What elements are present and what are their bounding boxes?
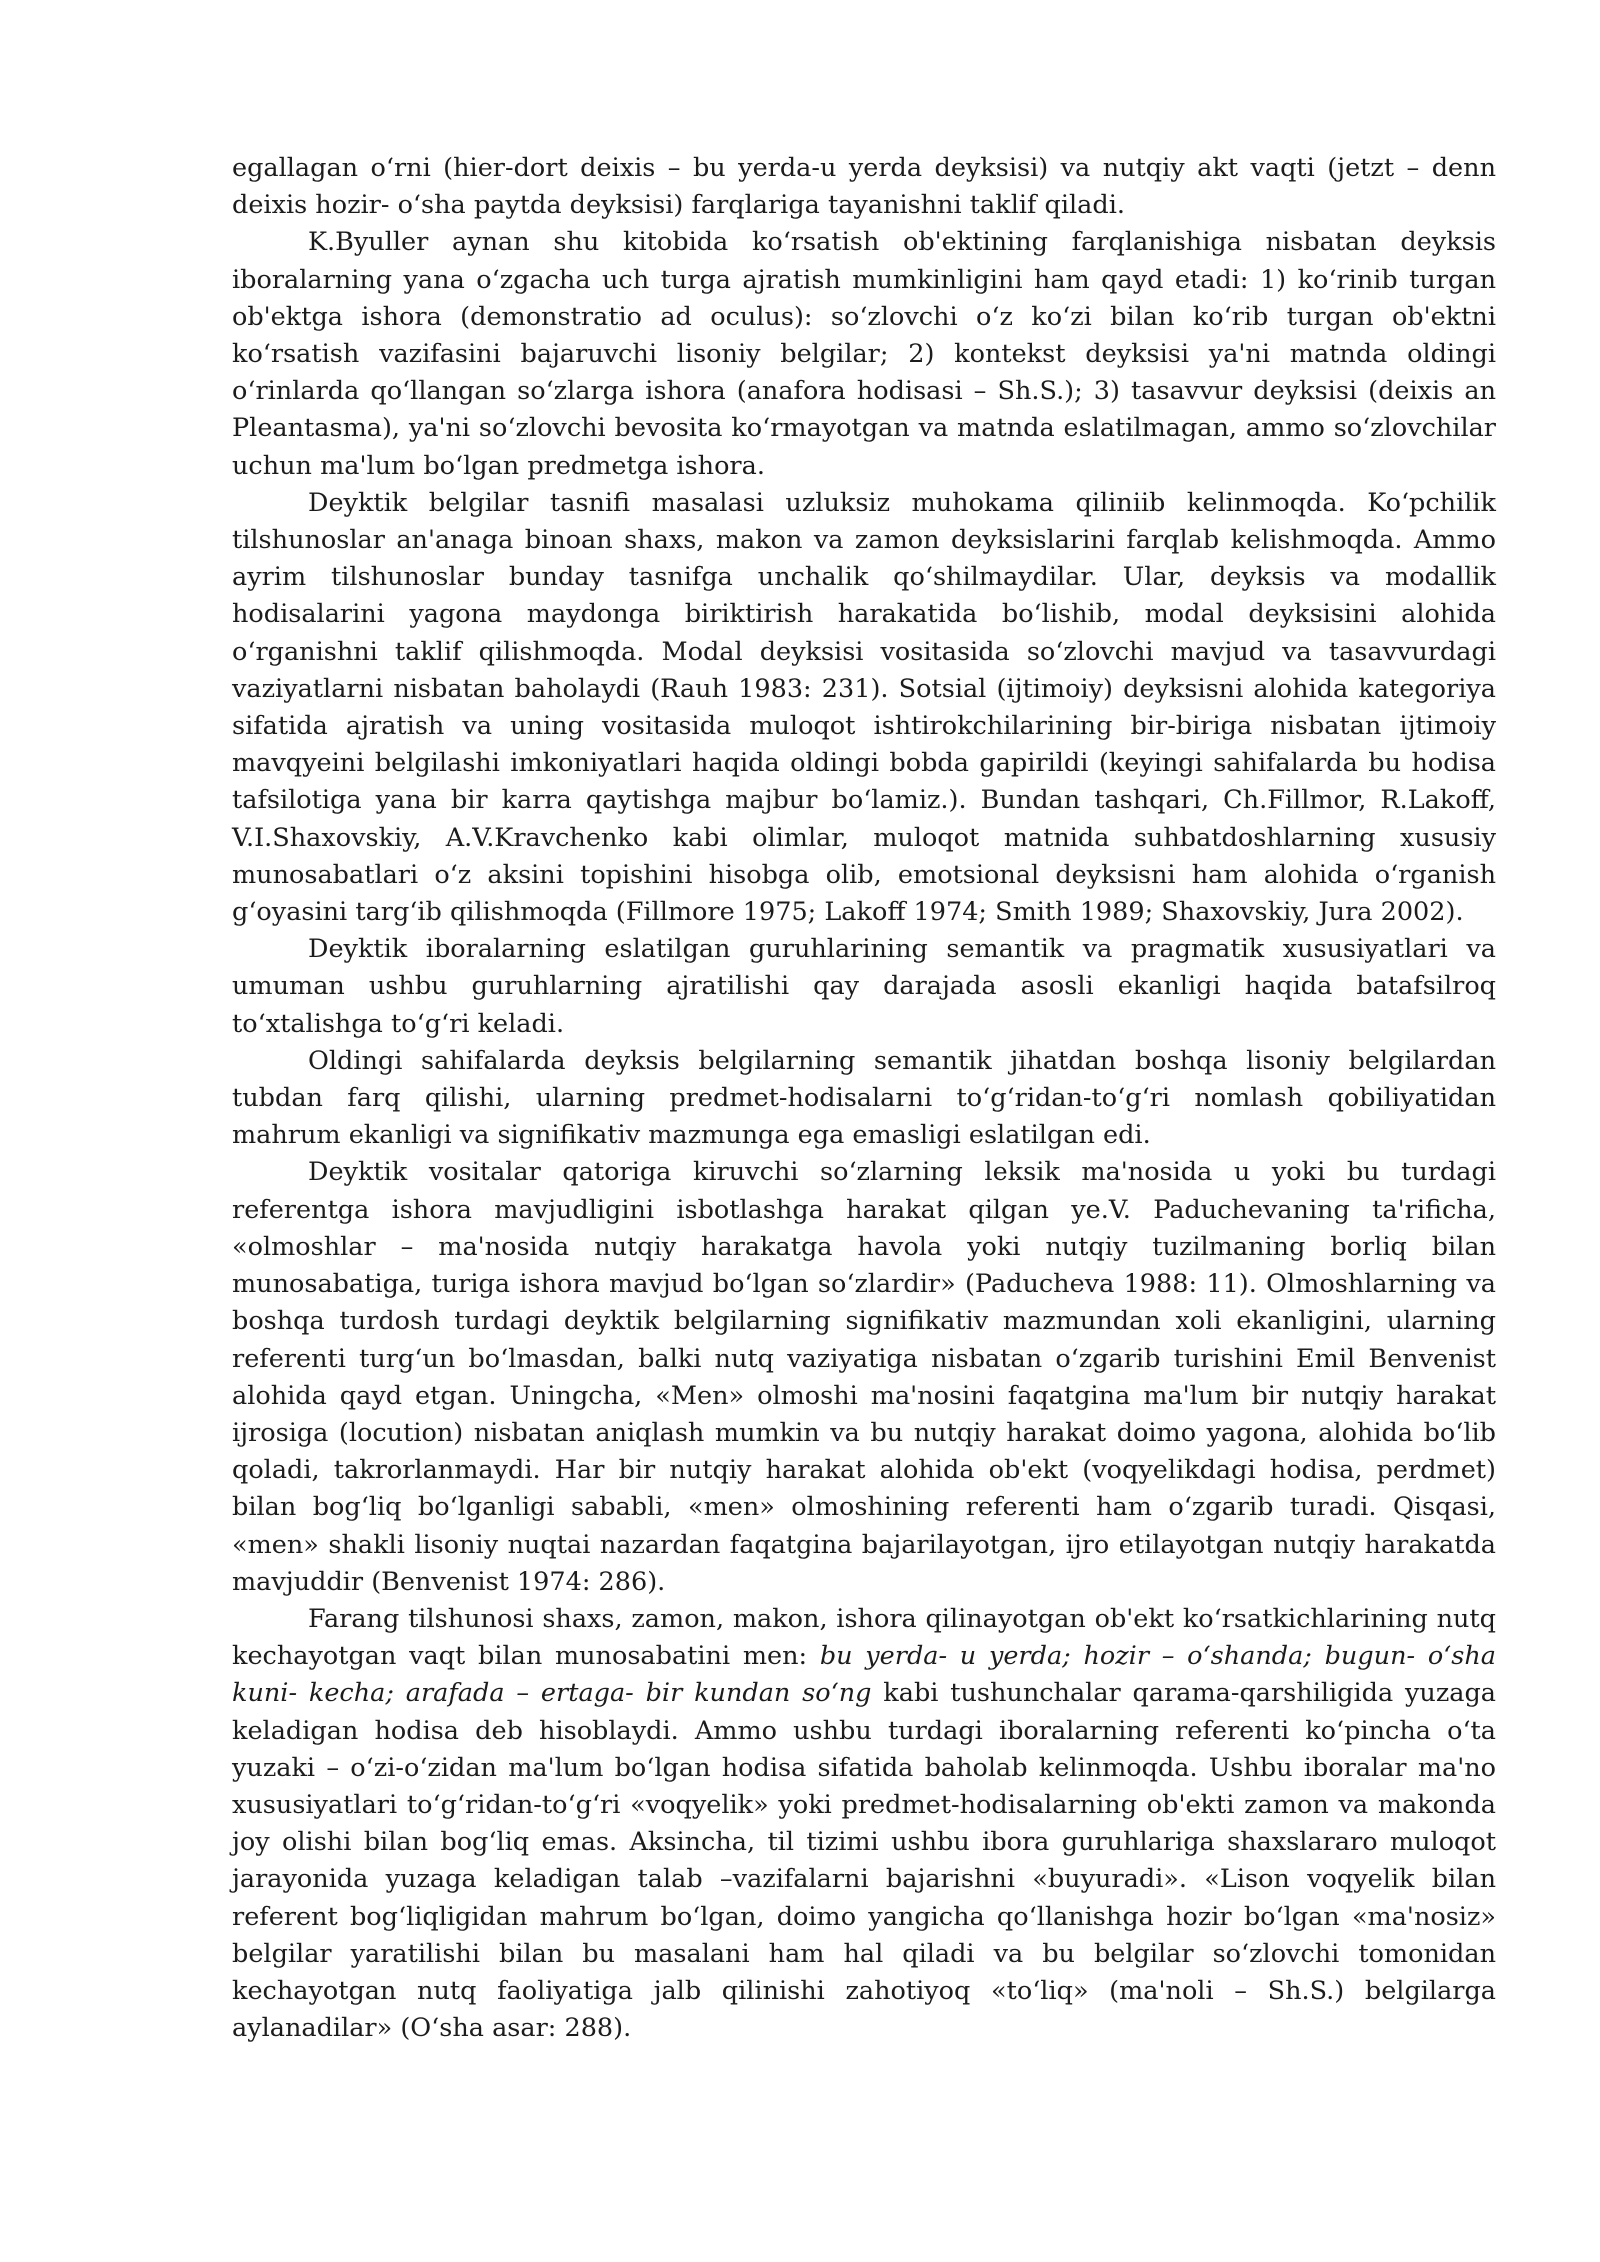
paragraph-1: [232, 150, 1496, 224]
paragraph-7-text-a: Farang tilshunosi shaxs, zamon, makon, ishora qilinayotgan ob'ekt ko‘rsatkichlarining nutq kechayotgan vaqt bilan munosabatini men:: [232, 1603, 1496, 1672]
paragraph-4-text: Deyktik iboralarning eslatilgan guruhlarining semantik va pragmatik xususiyatlari va umuman ushbu guruhlarning ajratilishi qay darajada asosli ekanligi haqida batafsilroq to‘xtalishga to‘g‘ri keladi.: [232, 934, 1496, 1039]
paragraph-7-italic-examples: bu yerda- u yerda; hozir – o‘shanda; bugun- o‘sha kuni- kecha; arafada – ertaga- bir kundan so‘ng: [232, 1641, 1496, 1709]
paragraph-2: [232, 224, 1496, 484]
paragraph-7-text-b: kabi tushunchalar qarama-qarshiligida yuzaga keladigan hodisa deb hisoblaydi. Ammo ushbu turdagi iboralarning referenti ko‘pincha o‘ta yuzaki – o‘zi-o‘zidan ma'lum bo‘lgan hodisa sifatida baholab kelinmoqda. Ushbu iboralar ma'no xususiyatlari to‘g‘ridan-to‘g‘ri «voqyelik» yoki predmet-hodisalarning ob'ekti zamon va makonda joy olishi bilan bog‘liq emas. Aksincha, til tizimi ushbu ibora guruhlariga shaxslararo muloqot jarayonida yuzaga keladigan talab –vazifalarni bajarishni «buyuradi». «Lison voqyelik bilan referent bog‘liqligidan mahrum bo‘lgan, doimo yangicha qo‘llanishga hozir bo‘lgan «ma'nosiz» belgilar yaratilishi bilan bu masalani ham hal qiladi va bu belgilar so‘zlovchi tomonidan kechayotgan nutq faoliyatiga jalb qilinishi zahotiyoq «to‘liq» (ma'noli – Sh.S.) belgilarga aylanadilar» (O‘sha asar: 288).: [232, 1678, 1496, 2044]
paragraph-5: [232, 1043, 1496, 1155]
paragraph-4: [232, 931, 1496, 1043]
paragraph-2-text: K.Byuller aynan shu kitobida ko‘rsatish ob'ektining farqlanishiga nisbatan deyksis iboralarning yana o‘zgacha uch turga ajratish mumkinligini ham qayd etadi: 1) ko‘rinib turgan ob'ektga ishora (demonstratio ad oculus): so‘zlovchi o‘z ko‘zi bilan ko‘rib turgan ob'ektni ko‘rsatish vazifasini bajaruvchi lisoniy belgilar; 2) kontekst deyksisi ya'ni matnda oldingi o‘rinlarda qo‘llangan so‘zlarga ishora (anafora hodisasi – Sh.S.); 3) tasavvur deyksisi (deixis an Pleantasma), ya'ni so‘zlovchi bevosita ko‘rmayotgan va matnda eslatilmagan, ammo so‘zlovchilar uchun ma'lum bo‘lgan predmetga ishora.: [232, 227, 1496, 481]
document-page: [232, 150, 1496, 2047]
paragraph-6-text: Deyktik vositalar qatoriga kiruvchi so‘zlarning leksik ma'nosida u yoki bu turdagi referentga ishora mavjudligini isbotlashga harakat qilgan ye.V. Paduchevaning ta'rificha, «olmoshlar – ma'nosida nutqiy harakatga havola yoki nutqiy tuzilmaning borliq bilan munosabatiga, turiga ishora mavjud bo‘lgan so‘zlardir» (Paducheva 1988: 11). Olmoshlarning va boshqa turdosh turdagi deyktik belgilarning signifikativ mazmundan xoli ekanligini, ularning referenti turg‘un bo‘lmasdan, balki nutq vaziyatiga nisbatan o‘zgarib turishini Emil Benvenist alohida qayd etgan. Uningcha, «Men» olmoshi ma'nosini faqatgina ma'lum bir nutqiy harakat ijrosiga (locution) nisbatan aniqlash mumkin va bu nutqiy harakat doimo yagona, alohida bo‘lib qoladi, takrorlanmaydi. Har bir nutqiy harakat alohida ob'ekt (voqyelikdagi hodisa, perdmet) bilan bog‘liq bo‘lganligi sababli, «men» olmoshining referenti ham o‘zgarib turadi. Qisqasi, «men» shakli lisoniy nuqtai nazardan faqatgina bajarilayotgan, ijro etilayotgan nutqiy harakatda mavjuddir (Benvenist 1974: 286).: [232, 1157, 1496, 1597]
paragraph-3: [232, 485, 1496, 931]
paragraph-6: [232, 1154, 1496, 1600]
paragraph-3-text: Deyktik belgilar tasnifi masalasi uzluksiz muhokama qiliniib kelinmoqda. Ko‘pchilik tilshunoslar an'anaga binoan shaxs, makon va zamon deyksislarini farqlab kelishmoqda. Ammo ayrim tilshunoslar bunday tasnifga unchalik qo‘shilmaydilar. Ular, deyksis va modallik hodisalarini yagona maydonga biriktirish harakatida bo‘lishib, modal deyksisini alohida o‘rganishni taklif qilishmoqda. Modal deyksisi vositasida so‘zlovchi mavjud va tasavvurdagi vaziyatlarni nisbatan baholaydi (Rauh 1983: 231). Sotsial (ijtimoiy) deyksisni alohida kategoriya sifatida ajratish va uning vositasida muloqot ishtirokchilarining bir-biriga nisbatan ijtimoiy mavqyeini belgilashi imkoniyatlari haqida oldingi bobda gapirildi (keyingi sahifalarda bu hodisa tafsilotiga yana bir karra qaytishga majbur bo‘lamiz.). Bundan tashqari, Ch.Fillmor, R.Lakoff, V.I.Shaxovskiy, A.V.Kravchenko kabi olimlar, muloqot matnida suhbatdoshlarning xususiy munosabatlari o‘z aksini topishini hisobga olib, emotsional deyksisni ham alohida o‘rganish g‘oyasini targ‘ib qilishmoqda (Fillmore 1975; Lakoff 1974; Smith 1989; Shaxovskiy, Jura 2002).: [232, 487, 1496, 928]
paragraph-5-text: Oldingi sahifalarda deyksis belgilarning semantik jihatdan boshqa lisoniy belgilardan tubdan farq qilishi, ularning predmet-hodisalarni to‘g‘ridan-to‘g‘ri nomlash qobiliyatidan mahrum ekanligi va signifikativ mazmunga ega emasligi eslatilgan edi.: [232, 1045, 1496, 1151]
paragraph-1-text: egallagan o‘rni (hier-dort deixis – bu yerda-u yerda deyksisi) va nutqiy akt vaqti (jetzt – denn deixis hozir- o‘sha paytda deyksisi) farqlariga tayanishni taklif qiladi.: [232, 153, 1496, 221]
paragraph-7: [232, 1601, 1496, 2047]
